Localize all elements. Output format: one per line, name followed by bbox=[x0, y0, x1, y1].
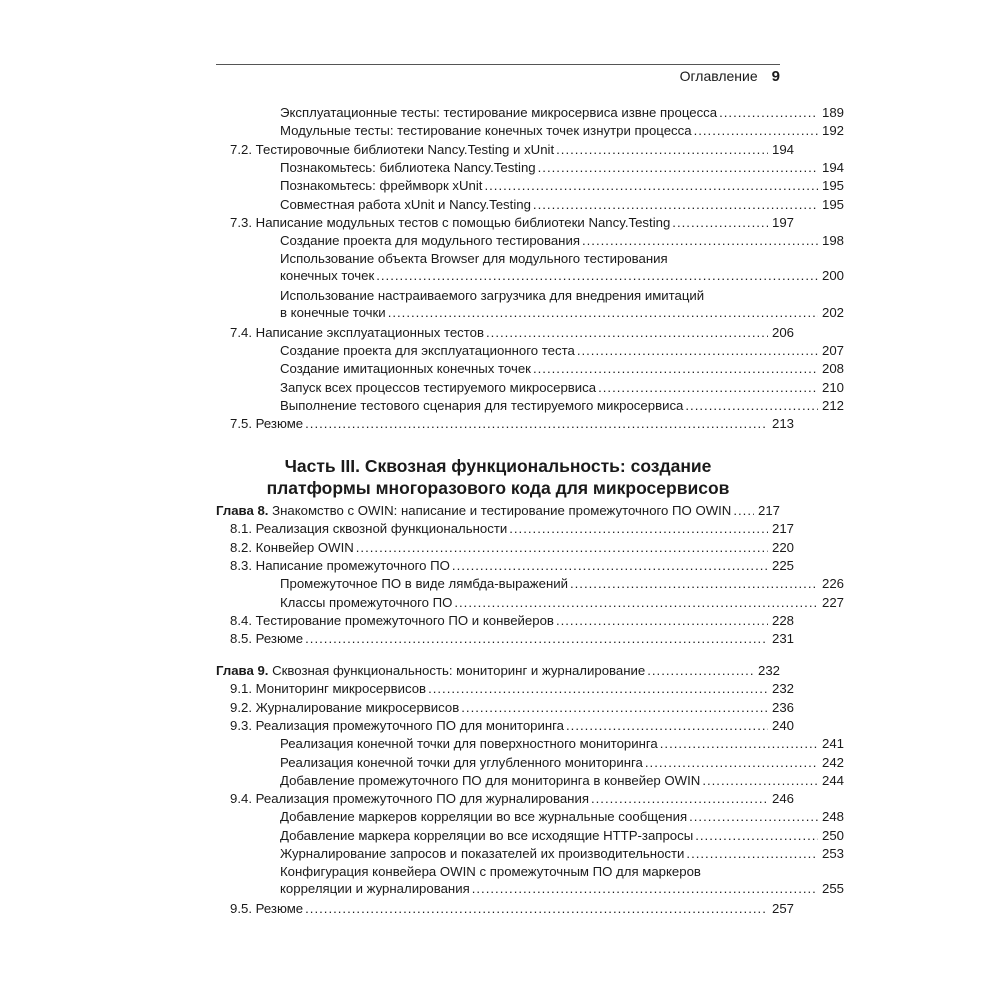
toc-page-number: 227 bbox=[821, 594, 844, 610]
section-number: 8.2. bbox=[230, 539, 252, 555]
toc-entry-title: Реализация сквозной функциональности bbox=[255, 521, 508, 537]
part-heading-line-1: Часть III. Сквозная функциональность: создание bbox=[284, 456, 712, 476]
toc-entry-label bbox=[230, 630, 303, 647]
toc-entry-title: Конфигурация конвейера OWIN с промежуточным ПО для маркеров bbox=[280, 864, 701, 880]
page-number: 9 bbox=[771, 68, 780, 85]
toc-entry-title: Познакомьтесь: библиотека Nancy.Testing bbox=[280, 159, 536, 175]
toc-entry[interactable] bbox=[216, 122, 844, 139]
dot-leader bbox=[305, 415, 768, 432]
section-number: 7.4. bbox=[230, 324, 252, 340]
toc-entry[interactable] bbox=[216, 790, 794, 807]
toc-entry-label bbox=[280, 104, 717, 121]
toc-entry-title: Добавление промежуточного ПО для мониторинга в конвейер OWIN bbox=[280, 772, 701, 788]
toc-entry-label bbox=[280, 808, 687, 825]
toc-page-number: 217 bbox=[757, 503, 780, 518]
toc-entry[interactable] bbox=[216, 699, 794, 716]
toc-entry-label bbox=[230, 539, 354, 556]
toc-entry-title: Запуск всех процессов тестируемого микросервиса bbox=[280, 379, 597, 395]
toc-entry-title: Модульные тесты: тестирование конечных точек изнутри процесса bbox=[280, 123, 692, 139]
toc-entry[interactable] bbox=[216, 324, 794, 341]
toc-entry-label bbox=[216, 662, 645, 679]
toc-entry[interactable] bbox=[216, 863, 844, 897]
toc-page-number: 232 bbox=[771, 681, 794, 697]
toc-page-number: 189 bbox=[821, 105, 844, 120]
toc-page-number: 212 bbox=[821, 397, 844, 413]
toc-entry-title-continued: конечных точек bbox=[280, 268, 375, 284]
toc-entry[interactable] bbox=[216, 104, 844, 121]
dot-leader bbox=[685, 397, 818, 414]
toc-entry[interactable] bbox=[216, 662, 780, 679]
toc-entry-title: Промежуточное ПО в виде лямбда-выражений bbox=[280, 576, 568, 592]
toc-page-number: 232 bbox=[757, 663, 780, 678]
toc-entry[interactable] bbox=[216, 360, 844, 377]
toc-entry-title: Знакомство с OWIN: написание и тестирование промежуточного ПО OWIN bbox=[272, 503, 732, 518]
toc-entry-label bbox=[280, 735, 658, 752]
toc-page-number: 250 bbox=[821, 827, 844, 843]
toc-page-number: 231 bbox=[771, 631, 794, 647]
dot-leader bbox=[577, 342, 818, 359]
running-header bbox=[680, 67, 780, 86]
toc-entry-label bbox=[280, 288, 704, 303]
toc-entry-label bbox=[280, 232, 580, 249]
dot-leader bbox=[672, 214, 768, 231]
section-number: 9.5. bbox=[230, 900, 252, 916]
toc-entry[interactable] bbox=[216, 379, 844, 396]
toc-page-number: 225 bbox=[771, 557, 794, 573]
chapter-number: Глава 9. bbox=[216, 663, 269, 678]
toc-entry-title: Журналирование запросов и показателей их производительности bbox=[280, 846, 685, 861]
section-number: 7.5. bbox=[230, 416, 252, 432]
toc-entry-title-continued: в конечные точки bbox=[280, 305, 386, 320]
dot-leader bbox=[702, 772, 818, 789]
dot-leader bbox=[484, 177, 818, 194]
toc-entry-label bbox=[280, 122, 692, 139]
toc-entry[interactable] bbox=[216, 717, 794, 734]
toc-entry-label bbox=[230, 214, 670, 231]
dot-leader bbox=[582, 232, 818, 249]
dot-leader bbox=[486, 324, 768, 341]
toc-entry[interactable] bbox=[216, 735, 844, 752]
toc-entry-label bbox=[280, 177, 482, 194]
toc-entry-label bbox=[280, 196, 531, 213]
dot-leader bbox=[689, 808, 818, 825]
toc-entry-title: Использование настраиваемого загрузчика для внедрения имитаций bbox=[280, 288, 705, 303]
toc-entry[interactable] bbox=[216, 612, 794, 629]
toc-entry-title: Журналирование микросервисов bbox=[255, 699, 460, 715]
dot-leader bbox=[647, 662, 754, 679]
toc-page-number: 244 bbox=[821, 772, 844, 788]
dot-leader bbox=[566, 717, 768, 734]
toc-page-number: 236 bbox=[771, 699, 794, 715]
toc-entry[interactable] bbox=[216, 827, 844, 844]
toc-page-number: 194 bbox=[821, 159, 844, 175]
toc-page-number: 208 bbox=[821, 361, 844, 377]
toc-entry[interactable] bbox=[216, 680, 794, 697]
toc-page-number: 207 bbox=[821, 342, 844, 358]
toc-page-number: 198 bbox=[821, 233, 844, 249]
toc-page-number: 197 bbox=[771, 214, 794, 230]
toc-entry-title: Эксплуатационные тесты: тестирование микросервиса извне процесса bbox=[280, 105, 718, 120]
section-number: 9.3. bbox=[230, 717, 252, 733]
toc-entry[interactable] bbox=[216, 900, 794, 917]
toc-page-number: 242 bbox=[821, 754, 844, 770]
toc-entry-line-1 bbox=[280, 250, 844, 267]
toc-entry[interactable] bbox=[216, 557, 794, 574]
toc-entry-label bbox=[280, 864, 701, 879]
toc-entry-title: Добавление маркера корреляции во все исходящие HTTP-запросы bbox=[280, 827, 694, 843]
toc-entry-title: Познакомьтесь: фреймворк xUnit bbox=[280, 178, 483, 194]
chapter-number: Глава 8. bbox=[216, 503, 269, 518]
toc-entry[interactable] bbox=[216, 594, 844, 611]
toc-page-number: 195 bbox=[821, 178, 844, 194]
toc-entry[interactable] bbox=[216, 502, 780, 519]
dot-leader bbox=[591, 790, 768, 807]
dot-leader bbox=[461, 699, 768, 716]
dot-leader bbox=[509, 520, 768, 537]
part-heading bbox=[216, 455, 780, 499]
toc-entry-label bbox=[280, 342, 575, 359]
dot-leader bbox=[356, 539, 768, 556]
toc-page-number: 206 bbox=[771, 324, 794, 340]
toc-entry-title: Написание модульных тестов с помощью библиотеки Nancy.Testing bbox=[255, 214, 671, 230]
toc-entry[interactable] bbox=[216, 342, 844, 359]
toc-entry-title: Сквозная функциональность: мониторинг и журналирование bbox=[272, 663, 646, 678]
toc-entry[interactable] bbox=[216, 250, 844, 284]
toc-page-number: 246 bbox=[771, 791, 794, 807]
toc-entry-label bbox=[230, 680, 426, 697]
toc-entry-label bbox=[230, 141, 554, 158]
toc-entry-title: Резюме bbox=[255, 416, 304, 432]
toc-entry-line-1 bbox=[280, 287, 844, 304]
dot-leader bbox=[538, 159, 818, 176]
toc-page-number: 240 bbox=[771, 717, 794, 733]
dot-leader bbox=[645, 754, 818, 771]
dot-leader bbox=[719, 104, 818, 121]
toc-page-number: 220 bbox=[771, 539, 794, 555]
section-number: 8.3. bbox=[230, 557, 252, 573]
toc-entry[interactable] bbox=[216, 845, 844, 862]
toc-entry-label bbox=[280, 772, 700, 789]
toc-page-number: 226 bbox=[821, 576, 844, 592]
running-header-title: Оглавление bbox=[679, 68, 758, 84]
section-number: 9.2. bbox=[230, 699, 252, 715]
toc-page-number: 228 bbox=[771, 612, 794, 628]
toc-entry-title: Реализация промежуточного ПО для мониторинга bbox=[255, 717, 564, 733]
toc-entry-title: Резюме bbox=[255, 631, 304, 647]
toc-entry-label bbox=[230, 520, 507, 537]
dot-leader bbox=[428, 680, 768, 697]
toc-page-number: 253 bbox=[821, 846, 844, 861]
toc-entry[interactable] bbox=[216, 177, 844, 194]
toc-entry[interactable] bbox=[216, 772, 844, 789]
toc-entry-label bbox=[280, 360, 531, 377]
part-heading-line-2: платформы многоразового кода для микросервисов bbox=[266, 478, 730, 498]
toc-entry-label bbox=[280, 159, 536, 176]
toc-entry-label bbox=[280, 251, 668, 266]
toc-page-number: 194 bbox=[771, 141, 794, 157]
toc-entry[interactable] bbox=[216, 539, 794, 556]
toc-page-number: 195 bbox=[821, 196, 844, 212]
section-number: 8.4. bbox=[230, 612, 252, 628]
toc-entry-label bbox=[230, 324, 484, 341]
toc-entry-line-2 bbox=[280, 880, 844, 897]
toc-entry-label bbox=[230, 557, 450, 574]
toc-entry-label bbox=[216, 502, 731, 519]
dot-leader bbox=[694, 122, 818, 139]
dot-leader bbox=[598, 379, 818, 396]
toc-entry-label bbox=[280, 845, 684, 862]
toc-entry-title: Написание эксплуатационных тестов bbox=[255, 324, 485, 340]
toc-entry[interactable] bbox=[216, 808, 844, 825]
toc-entry[interactable] bbox=[216, 196, 844, 213]
toc-entry[interactable] bbox=[216, 415, 794, 432]
toc-page-number: 200 bbox=[821, 268, 844, 284]
toc-entry[interactable] bbox=[216, 630, 794, 647]
dot-leader bbox=[556, 141, 768, 158]
dot-leader bbox=[556, 612, 768, 629]
section-number: 9.1. bbox=[230, 681, 252, 697]
toc-page-number: 217 bbox=[771, 521, 794, 537]
toc-entry[interactable] bbox=[216, 214, 794, 231]
toc-entry[interactable] bbox=[216, 754, 844, 771]
section-number: 7.2. bbox=[230, 141, 252, 157]
toc-entry-title: Добавление маркеров корреляции во все журнальные сообщения bbox=[280, 809, 688, 825]
toc-entry-title: Совместная работа xUnit и Nancy.Testing bbox=[280, 196, 531, 212]
dot-leader bbox=[533, 196, 818, 213]
toc-entry-title: Мониторинг микросервисов bbox=[255, 681, 427, 697]
toc-entry[interactable] bbox=[216, 232, 844, 249]
toc-entry[interactable] bbox=[216, 575, 844, 592]
toc-entry-label bbox=[230, 415, 303, 432]
dot-leader bbox=[695, 827, 818, 844]
toc-entry-title: Классы промежуточного ПО bbox=[280, 594, 453, 610]
toc-entry-line-2 bbox=[280, 304, 844, 321]
toc-entry[interactable] bbox=[216, 520, 794, 537]
toc-entry-label bbox=[280, 379, 596, 396]
toc-entry-label bbox=[280, 754, 643, 771]
toc-entry-title: Создание проекта для эксплуатационного теста bbox=[280, 342, 575, 358]
toc-entry-label bbox=[230, 790, 589, 807]
dot-leader bbox=[305, 900, 768, 917]
toc-entry-title: Создание проекта для модульного тестирования bbox=[280, 233, 580, 249]
toc-entry-label bbox=[230, 900, 303, 917]
dot-leader bbox=[533, 360, 818, 377]
dot-leader bbox=[570, 575, 818, 592]
toc-page-number: 192 bbox=[821, 123, 844, 139]
toc-entry-title: Написание промежуточного ПО bbox=[255, 557, 450, 573]
toc-entry-title: Резюме bbox=[255, 900, 304, 916]
dot-leader bbox=[733, 502, 754, 519]
toc-entry[interactable] bbox=[216, 159, 844, 176]
toc-entry[interactable] bbox=[216, 397, 844, 414]
dot-leader bbox=[686, 845, 818, 862]
toc-entry-label bbox=[230, 717, 564, 734]
toc-entry[interactable] bbox=[216, 287, 844, 321]
toc-page-number: 241 bbox=[821, 736, 844, 752]
toc-page-number: 255 bbox=[821, 881, 844, 897]
dot-leader bbox=[660, 735, 818, 752]
dot-leader bbox=[376, 267, 818, 284]
toc-entry-title: Использование объекта Browser для модульного тестирования bbox=[280, 251, 668, 267]
section-number: 8.1. bbox=[230, 521, 252, 537]
toc-page-number: 248 bbox=[821, 809, 844, 825]
toc-entry-title: Конвейер OWIN bbox=[255, 539, 354, 555]
toc-entry-title: Реализация конечной точки для поверхностного мониторинга bbox=[280, 736, 658, 752]
toc-page-number: 213 bbox=[771, 416, 794, 432]
toc-entry-label bbox=[280, 827, 693, 844]
toc-entry-title: Тестировочные библиотеки Nancy.Testing и xUnit bbox=[255, 141, 555, 157]
toc-entry-label bbox=[230, 699, 459, 716]
section-number: 9.4. bbox=[230, 791, 252, 807]
toc-entry-title: Создание имитационных конечных точек bbox=[280, 361, 531, 377]
dot-leader bbox=[305, 630, 768, 647]
toc-entry-label bbox=[280, 594, 452, 611]
toc-entry-label bbox=[280, 575, 568, 592]
toc-entry-title-continued: корреляции и журналирования bbox=[280, 881, 470, 897]
dot-leader bbox=[472, 880, 818, 897]
toc-entry-title: Реализация конечной точки для углубленного мониторинга bbox=[280, 754, 643, 770]
toc-page-number: 257 bbox=[771, 900, 794, 916]
toc-entry-label bbox=[230, 612, 554, 629]
toc-page-number: 202 bbox=[821, 305, 844, 320]
section-number: 7.3. bbox=[230, 214, 252, 230]
toc-entry-title: Тестирование промежуточного ПО и конвейеров bbox=[255, 612, 554, 628]
dot-leader bbox=[388, 304, 818, 321]
toc-entry-label bbox=[280, 397, 683, 414]
section-number: 8.5. bbox=[230, 631, 252, 647]
toc-entry[interactable] bbox=[216, 141, 794, 158]
toc-entry-title: Реализация промежуточного ПО для журналирования bbox=[255, 791, 589, 807]
toc-entry-title: Выполнение тестового сценария для тестируемого микросервиса bbox=[280, 397, 684, 413]
dot-leader bbox=[454, 594, 818, 611]
toc-page-number: 210 bbox=[821, 379, 844, 395]
toc-entry-line-1 bbox=[280, 863, 844, 880]
dot-leader bbox=[452, 557, 768, 574]
toc-entry-line-2 bbox=[280, 267, 844, 284]
header-rule bbox=[216, 64, 780, 65]
